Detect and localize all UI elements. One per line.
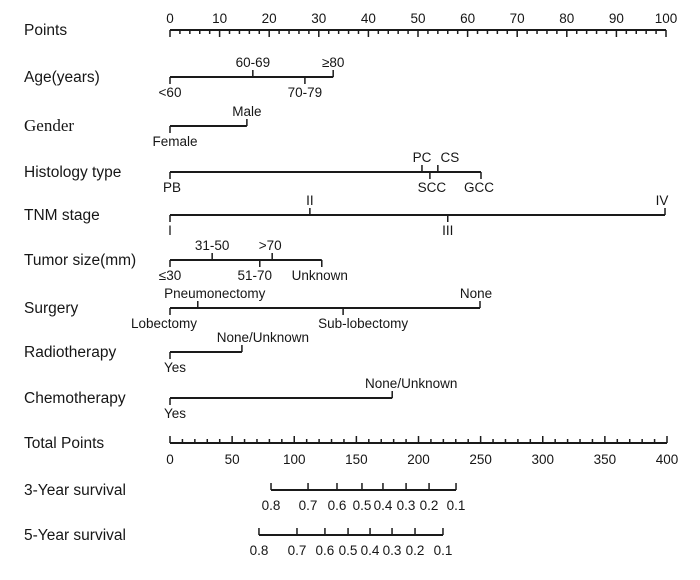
total_points-tick-label: 400: [655, 452, 679, 467]
histology-category-label: GCC: [463, 180, 494, 195]
chemotherapy-category-label: None/Unknown: [365, 376, 458, 391]
row-label-survival5: 5-Year survival: [24, 527, 126, 544]
survival5-category-label: 0.2: [405, 543, 425, 558]
surgery-category-label: Pneumonectomy: [164, 286, 266, 301]
row-label-survival3: 3-Year survival: [24, 482, 126, 499]
survival5-category-label: 0.4: [360, 543, 380, 558]
histology-category-label: SCC: [417, 180, 447, 195]
gender-category-label: Male: [232, 104, 262, 119]
survival5-category-label: 0.8: [249, 543, 269, 558]
row-label-tnm: TNM stage: [24, 207, 100, 224]
points-tick-label: 50: [410, 11, 426, 26]
points-tick-label: 80: [559, 11, 575, 26]
tumor_size-category-label: 31-50: [194, 238, 230, 253]
survival3-category-label: 0.7: [298, 498, 318, 513]
total_points-tick-label: 250: [469, 452, 492, 467]
surgery-category-label: None: [459, 286, 493, 301]
points-tick-label: 0: [166, 11, 174, 26]
points-tick-label: 60: [460, 11, 476, 26]
survival5-category-label: 0.7: [287, 543, 307, 558]
tumor_size-category-label: 51-70: [237, 268, 273, 283]
row-label-gender: Gender: [24, 116, 75, 135]
total_points-tick-label: 150: [345, 452, 368, 467]
age-category-label: 70-79: [287, 85, 323, 100]
survival5-category-label: 0.5: [338, 543, 358, 558]
total_points-tick-label: 100: [282, 452, 306, 467]
survival3-category-label: 0.3: [396, 498, 416, 513]
chemotherapy-category-label: Yes: [163, 406, 187, 421]
age-category-label: ≥80: [321, 55, 345, 70]
survival5-category-label: 0.1: [433, 543, 453, 558]
radiotherapy-category-label: Yes: [163, 360, 187, 375]
histology-category-label: CS: [440, 150, 460, 165]
survival3-category-label: 0.6: [327, 498, 347, 513]
row-label-tumor_size: Tumor size(mm): [24, 252, 137, 269]
total_points-tick-label: 50: [224, 452, 240, 467]
points-tick-label: 10: [212, 11, 228, 26]
histology-category-label: PC: [412, 150, 432, 165]
tnm-category-label: I: [168, 223, 172, 238]
points-tick-label: 30: [311, 11, 327, 26]
survival5-category-label: 0.3: [382, 543, 402, 558]
row-label-age: Age(years): [24, 69, 100, 86]
survival3-category-label: 0.4: [373, 498, 393, 513]
tnm-category-label: II: [306, 193, 314, 208]
survival3-category-label: 0.8: [261, 498, 281, 513]
survival3-category-label: 0.2: [419, 498, 439, 513]
tumor_size-category-label: >70: [258, 238, 282, 253]
age-category-label: <60: [158, 85, 182, 100]
surgery-category-label: Sub-lobectomy: [318, 316, 409, 331]
row-label-points: Points: [24, 22, 68, 39]
total_points-tick-label: 300: [531, 452, 555, 467]
total_points-tick-label: 0: [166, 452, 174, 467]
row-label-radiotherapy: Radiotherapy: [24, 344, 117, 361]
age-category-label: 60-69: [235, 55, 271, 70]
points-tick-label: 20: [261, 11, 277, 26]
histology-category-label: PB: [162, 180, 182, 195]
points-tick-label: 40: [360, 11, 376, 26]
total_points-tick-label: 200: [407, 452, 430, 467]
survival3-category-label: 0.1: [446, 498, 466, 513]
points-tick-label: 90: [608, 11, 624, 26]
survival5-category-label: 0.6: [315, 543, 335, 558]
tnm-category-label: IV: [655, 193, 669, 208]
surgery-category-label: Lobectomy: [130, 316, 198, 331]
tumor_size-category-label: ≤30: [158, 268, 182, 283]
gender-category-label: Female: [152, 134, 198, 149]
tumor_size-category-label: Unknown: [291, 268, 348, 283]
tnm-category-label: III: [442, 223, 454, 238]
points-tick-label: 100: [654, 11, 678, 26]
survival3-category-label: 0.5: [352, 498, 372, 513]
radiotherapy-category-label: None/Unknown: [216, 330, 310, 345]
row-label-total_points: Total Points: [24, 435, 105, 452]
row-label-chemotherapy: Chemotherapy: [24, 390, 126, 407]
row-label-surgery: Surgery: [24, 300, 79, 317]
total_points-tick-label: 350: [593, 452, 617, 467]
row-label-histology: Histology type: [24, 164, 122, 181]
points-tick-label: 70: [509, 11, 525, 26]
